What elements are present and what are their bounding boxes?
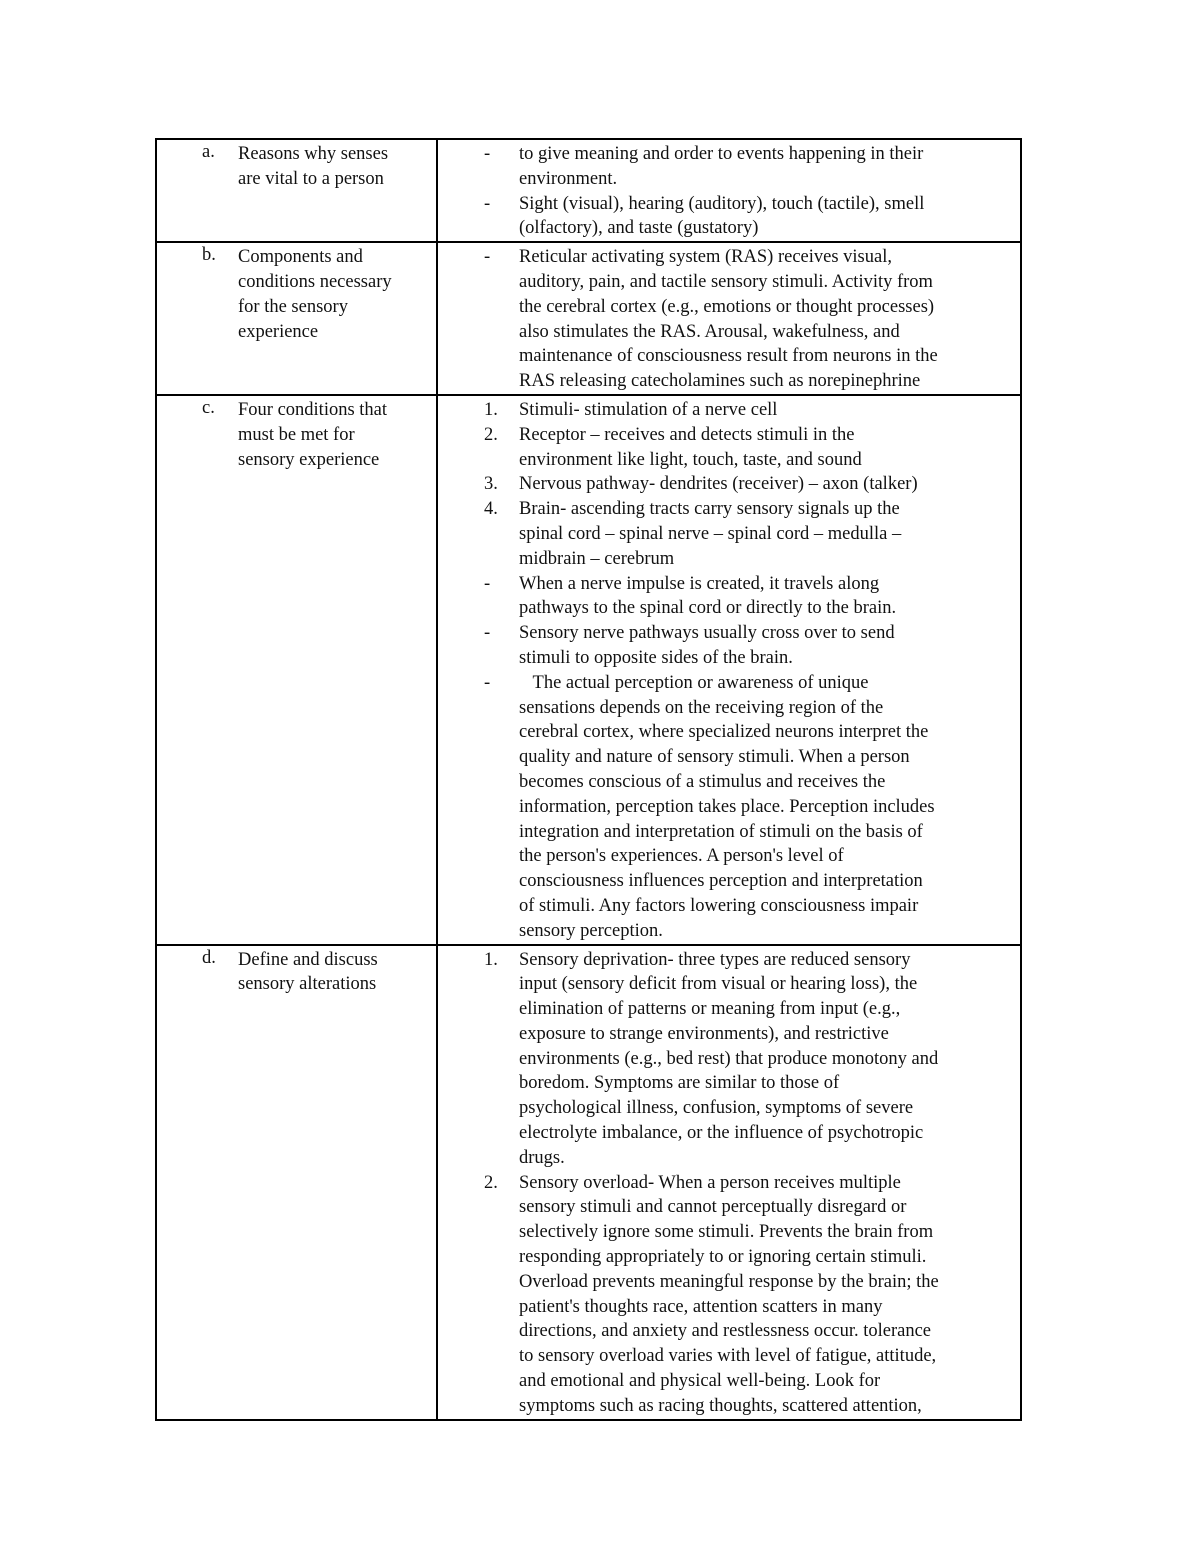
text-line: elimination of patterns or meaning from input (e.g., [519, 999, 901, 1020]
topic-cell [157, 243, 438, 394]
list-item-text [519, 1171, 1019, 1419]
text-line: the cerebral cortex (e.g., emotions or thought processes) [519, 296, 935, 317]
text-line: of stimuli. Any factors lowering consciousness impair [519, 895, 919, 916]
topic-cell [157, 140, 438, 241]
text-line: Reticular activating system (RAS) receives visual, [519, 247, 892, 268]
list-item [438, 472, 1020, 497]
answer-cell [438, 243, 1020, 394]
list-item [438, 948, 1020, 1171]
list-marker: 1. [484, 949, 498, 970]
list-item [438, 192, 1020, 242]
topic-cell [157, 396, 438, 944]
text-line: symptoms such as racing thoughts, scattered attention, [519, 1395, 922, 1416]
topic-title [238, 396, 428, 472]
content-table [155, 138, 1022, 1421]
text-line: pathways to the spinal cord or directly to the brain. [519, 598, 897, 619]
list-item [438, 142, 1020, 192]
text-line: and emotional and physical well-being. Look for [519, 1371, 881, 1392]
text-line: cerebral cortex, where specialized neurons interpret the [519, 722, 929, 743]
text-line: stimuli to opposite sides of the brain. [519, 647, 793, 668]
text-line: Nervous pathway- dendrites (receiver) – axon (talker) [519, 474, 918, 495]
list-marker: 3. [484, 474, 498, 495]
list-item [438, 398, 1020, 423]
list-item [438, 497, 1020, 571]
text-line: integration and interpretation of stimuli on the basis of [519, 821, 923, 842]
list-item-text [519, 192, 1019, 242]
text-line: exposure to strange environments), and restrictive [519, 1023, 889, 1044]
list-item [438, 671, 1020, 944]
topic-title-line: Components and [238, 247, 363, 268]
text-line: spinal cord – spinal nerve – spinal cord – medulla – [519, 523, 902, 544]
text-line: Overload prevents meaningful response by the brain; the [519, 1271, 939, 1292]
text-line: maintenance of consciousness result from neurons in the [519, 346, 938, 367]
topic-title-line: sensory experience [238, 449, 380, 470]
text-line: sensations depends on the receiving region of the [519, 697, 884, 718]
list-item [438, 572, 1020, 622]
topic-title-line: Define and discuss [238, 949, 378, 970]
text-line: (olfactory), and taste (gustatory) [519, 218, 759, 239]
text-line: electrolyte imbalance, or the influence of psychotropic [519, 1123, 924, 1144]
list-item [438, 1171, 1020, 1419]
list-marker: 2. [484, 1172, 498, 1193]
list-item-text [519, 472, 1019, 497]
text-line: responding appropriately to or ignoring certain stimuli. [519, 1247, 927, 1268]
text-line: environment. [519, 168, 618, 189]
text-line: information, perception takes place. Perception includes [519, 796, 935, 817]
list-item-text [519, 423, 1019, 473]
text-line: sensory perception. [519, 920, 663, 941]
text-line: midbrain – cerebrum [519, 548, 675, 569]
text-line: quality and nature of sensory stimuli. When a person [519, 747, 910, 768]
row-letter: a. [202, 142, 215, 162]
text-line: Stimuli- stimulation of a nerve cell [519, 399, 778, 420]
table-row [157, 944, 1020, 1419]
text-line: Sensory overload- When a person receives multiple [519, 1172, 901, 1193]
list-item [438, 621, 1020, 671]
text-line: auditory, pain, and tactile sensory stimuli. Activity from [519, 271, 933, 292]
text-line: to give meaning and order to events happening in their [519, 144, 924, 164]
text-line: psychological illness, confusion, symptoms of severe [519, 1098, 914, 1119]
list-item [438, 423, 1020, 473]
text-line: becomes conscious of a stimulus and receives the [519, 771, 886, 792]
text-line: boredom. Symptoms are similar to those of [519, 1073, 840, 1094]
list-item-text [519, 398, 1019, 423]
text-line: patient's thoughts race, attention scatters in many [519, 1296, 883, 1317]
list-marker: 2. [484, 424, 498, 445]
text-line: sensory stimuli and cannot perceptually disregard or [519, 1197, 907, 1218]
text-line: Sensory deprivation- three types are reduced sensory [519, 949, 911, 970]
topic-title-line: Reasons why senses [238, 144, 389, 164]
table-row [157, 140, 1020, 241]
text-line: When a nerve impulse is created, it travels along [519, 573, 880, 594]
topic-title [238, 243, 428, 344]
list-marker: - [484, 144, 491, 164]
text-line: Brain- ascending tracts carry sensory signals up the [519, 499, 900, 520]
row-letter: c. [202, 397, 215, 418]
list-item-text [519, 948, 1019, 1171]
text-line: the person's experiences. A person's level of [519, 846, 844, 867]
text-line: drugs. [519, 1147, 565, 1168]
list-item-text [519, 671, 1019, 944]
row-letter: b. [202, 245, 216, 266]
list-marker: - [484, 193, 491, 214]
text-line: input (sensory deficit from visual or hearing loss), the [519, 974, 918, 995]
list-marker: - [484, 247, 491, 268]
table-row [157, 241, 1020, 394]
answer-cell [438, 140, 1020, 241]
answer-cell [438, 946, 1020, 1419]
list-marker: 1. [484, 399, 498, 420]
topic-title-line: conditions necessary [238, 271, 392, 292]
text-line: Receptor – receives and detects stimuli in the [519, 424, 855, 445]
row-letter: d. [202, 947, 216, 968]
list-marker: - [484, 672, 491, 693]
list-marker: 4. [484, 499, 498, 520]
topic-title-line: sensory alterations [238, 974, 377, 995]
list-item-text [519, 572, 1019, 622]
text-line: selectively ignore some stimuli. Prevents the brain from [519, 1222, 934, 1243]
topic-title-line: for the sensory [238, 296, 348, 317]
topic-title-line: must be met for [238, 424, 355, 445]
topic-title [238, 140, 428, 192]
text-line: Sensory nerve pathways usually cross over to send [519, 623, 895, 644]
answer-cell [438, 396, 1020, 944]
topic-cell [157, 946, 438, 1419]
text-line: environment like light, touch, taste, and sound [519, 449, 862, 470]
list-item [438, 245, 1020, 394]
text-line: The actual perception or awareness of unique [519, 672, 869, 693]
text-line: to sensory overload varies with level of fatigue, attitude, [519, 1346, 937, 1367]
topic-title-line: experience [238, 321, 319, 342]
list-item-text [519, 245, 1019, 394]
list-item-text [519, 497, 1019, 571]
list-item-text [519, 621, 1019, 671]
list-item-text [519, 142, 1019, 192]
topic-title-line: Four conditions that [238, 399, 388, 420]
topic-title-line: are vital to a person [238, 168, 384, 189]
list-marker: - [484, 573, 491, 594]
text-line: also stimulates the RAS. Arousal, wakefulness, and [519, 321, 900, 342]
list-marker: - [484, 623, 491, 644]
text-line: Sight (visual), hearing (auditory), touch (tactile), smell [519, 193, 925, 214]
text-line: consciousness influences perception and interpretation [519, 871, 923, 892]
text-line: directions, and anxiety and restlessness occur. tolerance [519, 1321, 931, 1342]
table-row [157, 394, 1020, 944]
text-line: environments (e.g., bed rest) that produce monotony and [519, 1048, 939, 1069]
topic-title [238, 946, 428, 998]
text-line: RAS releasing catecholamines such as norepinephrine [519, 371, 921, 392]
